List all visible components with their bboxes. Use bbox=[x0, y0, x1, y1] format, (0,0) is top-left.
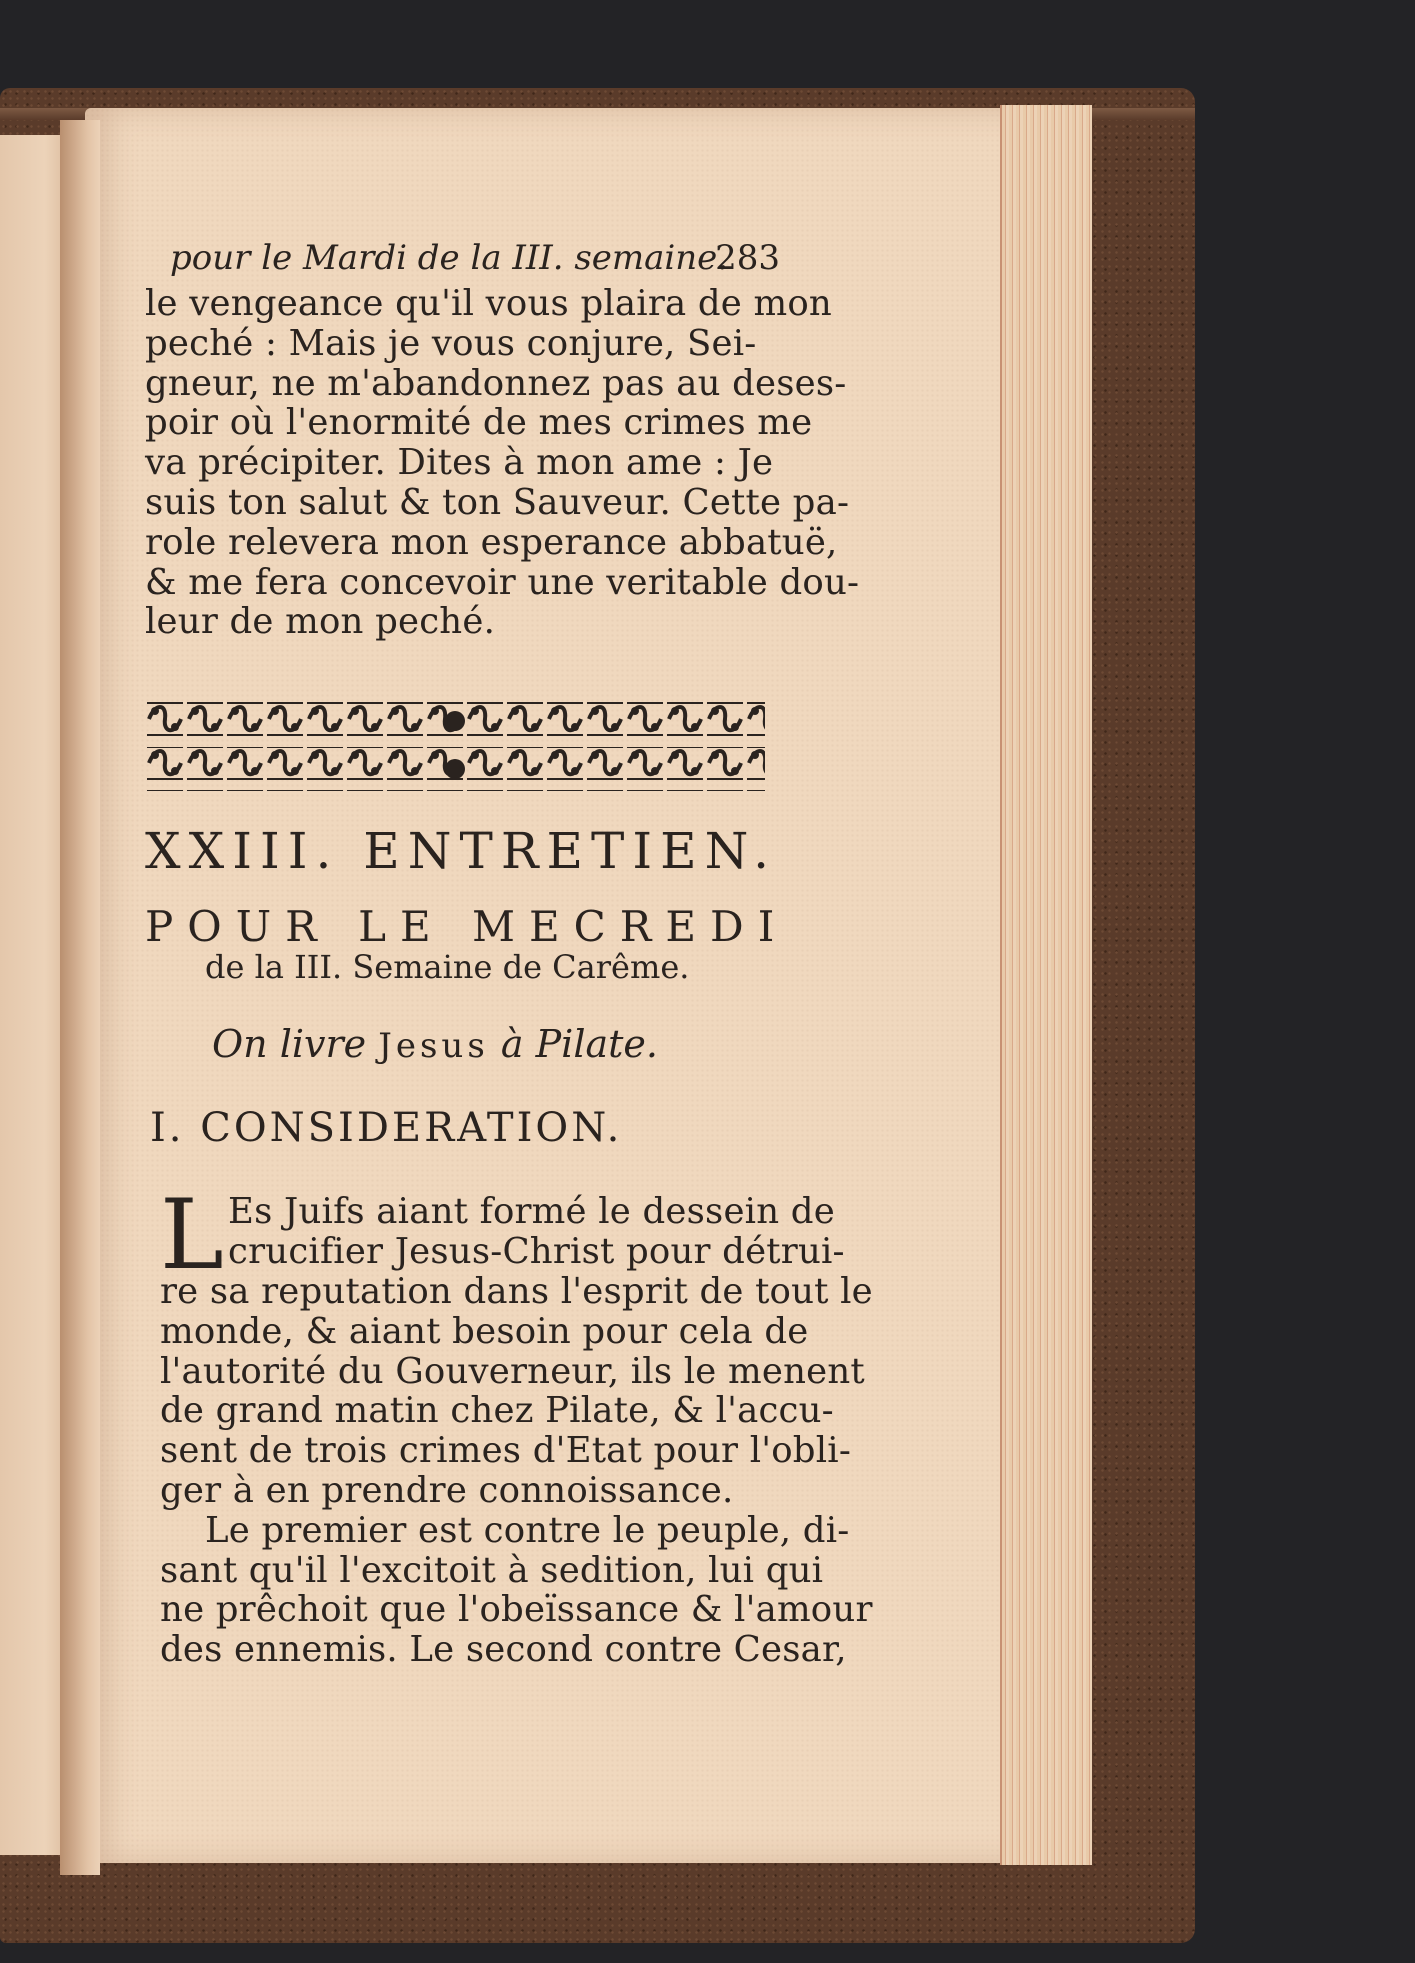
text-line: l'autorité du Gouverneur, ils le menent bbox=[160, 1350, 865, 1392]
book-gutter bbox=[60, 120, 100, 1875]
running-head-text: pour le Mardi de la III. semaine. bbox=[170, 238, 729, 278]
chapter-subtitle-2: de la III. Semaine de Carême. bbox=[205, 948, 690, 986]
subject-name: Jesus bbox=[378, 1026, 489, 1066]
chapter-subtitle: POUR LE MECREDI bbox=[145, 902, 789, 951]
text-line: va précipiter. Dites à mon ame : Je bbox=[145, 442, 774, 484]
text-line: gneur, ne m'abandonnez pas au deses- bbox=[145, 362, 847, 404]
text-line: sant qu'il l'excitoit à sedition, lui qui bbox=[160, 1549, 824, 1591]
text-line: monde, & aiant besoin pour cela de bbox=[160, 1310, 809, 1352]
section-heading: I. CONSIDERATION. bbox=[150, 1105, 623, 1151]
text-line: sent de trois crimes d'Etat pour l'obli- bbox=[160, 1430, 852, 1472]
subject-prefix: On livre bbox=[212, 1022, 367, 1066]
text-line: des ennemis. Le second contre Cesar, bbox=[160, 1629, 847, 1671]
text-line: role relevera mon esperance abbatuë, bbox=[145, 521, 838, 563]
text-line: crucifier Jesus-Christ pour détrui- bbox=[228, 1230, 845, 1272]
top-paragraph bbox=[145, 283, 860, 643]
text-line: leur de mon peché. bbox=[145, 601, 496, 643]
chapter-title: XXIII. ENTRETIEN. bbox=[145, 822, 778, 880]
ornamental-band bbox=[145, 697, 765, 793]
subject-suffix: à Pilate. bbox=[500, 1022, 658, 1066]
text-line: peché : Mais je vous conjure, Sei- bbox=[145, 322, 757, 364]
body-lines-indented bbox=[228, 1191, 845, 1272]
running-head bbox=[170, 238, 780, 278]
chapter-subject bbox=[212, 1022, 752, 1066]
body-paragraph bbox=[160, 1271, 873, 1671]
text-line: re sa reputation dans l'esprit de tout le bbox=[160, 1271, 873, 1312]
text-line: ger à en prendre connoissance. bbox=[160, 1469, 734, 1511]
text-line: poir où l'enormité de mes crimes me bbox=[145, 402, 813, 444]
text-line: le vengeance qu'il vous plaira de mon bbox=[145, 283, 832, 324]
page-edges bbox=[1000, 105, 1092, 1865]
text-line: ne prêchoit que l'obeïssance & l'amour bbox=[160, 1589, 873, 1631]
page-number: 283 bbox=[715, 238, 780, 278]
text-line: de grand matin chez Pilate, & l'accu- bbox=[160, 1390, 834, 1432]
text-line: & me fera concevoir une veritable dou- bbox=[145, 561, 860, 603]
text-line: suis ton salut & ton Sauveur. Cette pa- bbox=[145, 481, 850, 523]
text-line: Le premier est contre le peuple, di- bbox=[205, 1509, 850, 1551]
text-line: Es Juifs aiant formé le dessein de bbox=[228, 1191, 835, 1232]
drop-capital: L bbox=[160, 1179, 224, 1291]
